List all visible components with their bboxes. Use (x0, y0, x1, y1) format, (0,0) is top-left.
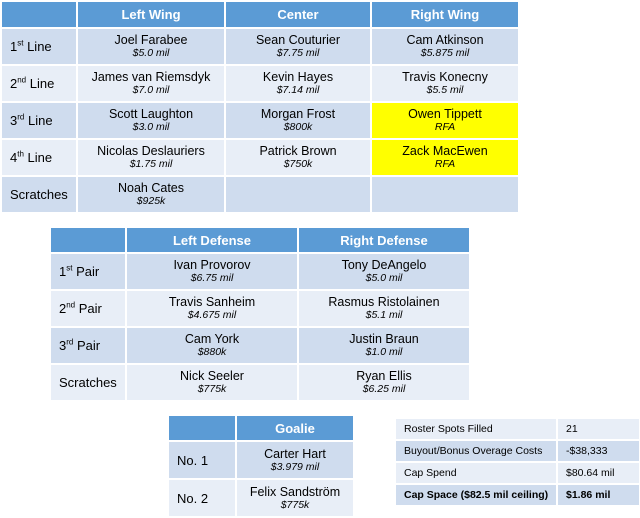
player-cell (298, 253, 470, 290)
player-name: Scott Laughton (108, 107, 194, 121)
player-salary: $775k (197, 383, 227, 395)
row-label: 2nd Pair (50, 290, 126, 327)
cap-label: Cap Spend (395, 462, 557, 484)
empty-cell (371, 176, 519, 213)
player-name: Zack MacEwen (402, 144, 488, 158)
player-cell (371, 28, 519, 65)
pair-1-row (50, 253, 470, 290)
player-cell (126, 364, 298, 401)
header-goalie: Goalie (236, 415, 354, 441)
player-name: Morgan Frost (260, 107, 336, 121)
player-name: Rasmus Ristolainen (328, 295, 440, 309)
player-salary: RFA (434, 158, 456, 170)
row-label: Scratches (1, 176, 77, 213)
player-salary: RFA (434, 121, 456, 133)
cap-row (395, 418, 640, 440)
player-name: Patrick Brown (259, 144, 337, 158)
player-salary: $7.0 mil (132, 84, 170, 96)
pair-2-row (50, 290, 470, 327)
pair-3-row (50, 327, 470, 364)
player-cell (225, 102, 371, 139)
header-left-defense: Left Defense (126, 227, 298, 253)
player-cell (77, 65, 225, 102)
player-name: Joel Farabee (114, 33, 188, 47)
forwards-header-row (1, 1, 519, 28)
player-salary: $5.875 mil (420, 47, 470, 59)
player-cell (126, 290, 298, 327)
cap-value: $80.64 mil (557, 462, 640, 484)
player-salary: $5.1 mil (365, 309, 403, 321)
player-salary: $750k (283, 158, 313, 170)
player-cell (298, 327, 470, 364)
cap-label: Roster Spots Filled (395, 418, 557, 440)
player-name: James van Riemsdyk (91, 70, 211, 84)
header-right-wing: Right Wing (371, 1, 519, 28)
header-right-defense: Right Defense (298, 227, 470, 253)
player-salary: $880k (197, 346, 227, 358)
player-name: Ryan Ellis (356, 369, 412, 383)
player-name: Travis Sanheim (168, 295, 256, 309)
player-cell (77, 139, 225, 176)
player-cell (236, 441, 354, 479)
player-name: Owen Tippett (408, 107, 482, 121)
forwards-header-corner (1, 1, 77, 28)
goalie-header-row (168, 415, 354, 441)
player-salary: $5.5 mil (426, 84, 464, 96)
player-salary: $1.0 mil (365, 346, 403, 358)
goalie-table (167, 414, 355, 518)
line-2-row (1, 65, 519, 102)
defense-header-corner (50, 227, 126, 253)
cap-summary-table (394, 417, 640, 507)
player-salary: $5.0 mil (132, 47, 170, 59)
defense-table (49, 226, 471, 402)
cap-value: $1.86 mil (557, 484, 640, 506)
defense-scratches-row (50, 364, 470, 401)
player-name: Sean Couturier (255, 33, 341, 47)
cap-label: Buyout/Bonus Overage Costs (395, 440, 557, 462)
player-name: Cam York (184, 332, 240, 346)
player-cell-highlighted (371, 139, 519, 176)
row-label: No. 1 (168, 441, 236, 479)
defense-header-row (50, 227, 470, 253)
row-label: 3rd Line (1, 102, 77, 139)
row-label: 2nd Line (1, 65, 77, 102)
player-salary: $925k (136, 195, 166, 207)
row-label: 1st Pair (50, 253, 126, 290)
player-name: Nick Seeler (180, 369, 244, 383)
row-label: 3rd Pair (50, 327, 126, 364)
player-salary: $7.14 mil (276, 84, 320, 96)
cap-total-row (395, 484, 640, 506)
player-salary: $775k (280, 498, 310, 511)
player-cell (225, 65, 371, 102)
player-salary: $5.0 mil (365, 272, 403, 284)
player-cell-highlighted (371, 102, 519, 139)
player-name: Travis Konecny (402, 70, 488, 84)
goalie-1-row (168, 441, 354, 479)
cap-label: Cap Space ($82.5 mil ceiling) (395, 484, 557, 506)
row-label: 4th Line (1, 139, 77, 176)
line-4-row (1, 139, 519, 176)
goalie-2-row (168, 479, 354, 517)
player-name: Carter Hart (264, 446, 326, 461)
player-cell (298, 364, 470, 401)
player-cell (126, 253, 298, 290)
player-name: Kevin Hayes (262, 70, 334, 84)
player-name: Ivan Provorov (173, 258, 251, 272)
goalie-header-corner (168, 415, 236, 441)
player-cell (298, 290, 470, 327)
player-name: Nicolas Deslauriers (97, 144, 205, 158)
player-name: Cam Atkinson (406, 33, 484, 47)
cap-row (395, 462, 640, 484)
player-cell (225, 139, 371, 176)
player-salary: $800k (283, 121, 313, 133)
player-cell (77, 28, 225, 65)
player-name: Felix Sandström (249, 484, 341, 499)
line-3-row (1, 102, 519, 139)
player-salary: $6.25 mil (362, 383, 406, 395)
player-salary: $1.75 mil (129, 158, 173, 170)
player-name: Justin Braun (349, 332, 419, 346)
empty-cell (225, 176, 371, 213)
header-left-wing: Left Wing (77, 1, 225, 28)
cap-value: -$38,333 (557, 440, 640, 462)
cap-value: 21 (557, 418, 640, 440)
forwards-table (0, 0, 520, 214)
row-label: 1st Line (1, 28, 77, 65)
header-center: Center (225, 1, 371, 28)
cap-row (395, 440, 640, 462)
player-cell (126, 327, 298, 364)
player-name: Tony DeAngelo (341, 258, 427, 272)
player-salary: $3.979 mil (270, 460, 320, 473)
player-cell (371, 65, 519, 102)
scratches-row (1, 176, 519, 213)
player-salary: $4.675 mil (187, 309, 237, 321)
player-cell (77, 176, 225, 213)
player-cell (236, 479, 354, 517)
line-1-row (1, 28, 519, 65)
row-label: No. 2 (168, 479, 236, 517)
player-name: Noah Cates (117, 181, 184, 195)
row-label: Scratches (50, 364, 126, 401)
player-cell (77, 102, 225, 139)
player-salary: $7.75 mil (276, 47, 320, 59)
player-cell (225, 28, 371, 65)
player-salary: $3.0 mil (132, 121, 170, 133)
player-salary: $6.75 mil (190, 272, 234, 284)
